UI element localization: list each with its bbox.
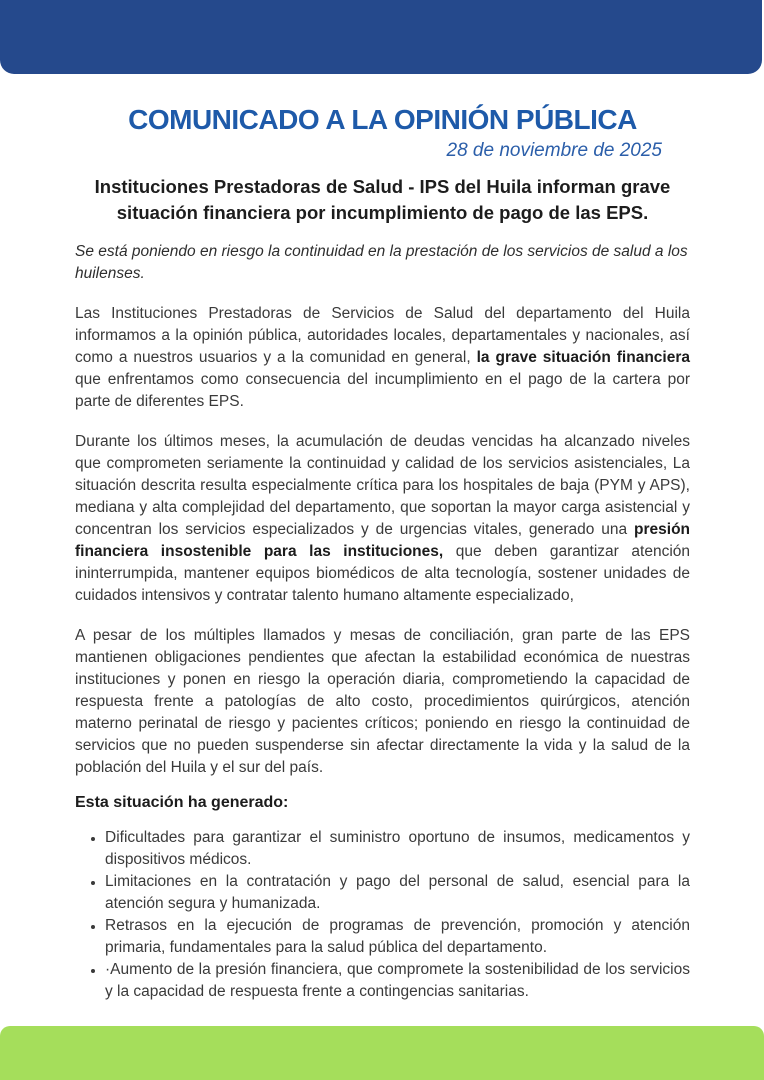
paragraph-1 [75,303,690,413]
bullet-list [75,827,690,1003]
paragraph-1-bold: la grave situación financiera [476,349,690,366]
list-item-programs: • Retrasos en la ejecución de programas de prevención, promoción y atención primaria, fundamentales para la salud pública del departamento. [105,915,690,959]
paragraph-3-text: A pesar de los múltiples llamados y mesas de conciliación, gran parte de las EPS mantienen obligaciones pendientes que afectan la estabilidad económica de nuestras instituciones y ponen en riesgo la operación diaria, comprometiendo la capacidad de respuesta frente a patologías de alto costo, procedimientos quirúrgicos, atención materno perinatal de riesgo y pacientes críticos; poniendo en riesgo la continuidad de servicios que no pueden suspenderse sin afectar directamente la vida y la salud de la población del Huila y el sur del país. [75,627,690,776]
paragraph-2-text-end: que deben garantizar atención ininterrumpida, mantener equipos biomédicos de alta tecnología, sostener unidades de cuidados intensivos y contratar talento humano altamente especializado, [75,543,691,604]
list-item-supplies: • Dificultades para garantizar el suministro oportuno de insumos, medicamentos y dispositivos médicos. [105,827,690,871]
paragraph-2 [75,431,690,607]
paragraph-2-text: Durante los últimos meses, la acumulación de deudas vencidas ha alcanzado niveles que comprometen seriamente la continuidad y calidad de los servicios asistenciales, La situación descrita resulta especialmente crítica para los hospitales de baja (PYM y APS), mediana y alta complejidad del departamento, que soportan la mayor carga asistencial y concentran los servicios especializados y de urgencias vitales, generado una [75,433,690,538]
date-line: 28 de noviembre de 2025 [446,140,662,161]
paragraph-1-text: Las Instituciones Prestadoras de Servicios de Salud del departamento del Huila informamos a la opinión pública, autoridades locales, departamentales y nacionales, así como a nuestros usuarios y a la comunidad en general, [75,305,690,366]
paragraph-3 [75,625,690,779]
paragraph-1-text-end: que enfrentamos como consecuencia del incumplimiento en el pago de la cartera por parte de diferentes EPS. [75,371,690,410]
bottom-green-bar [0,1026,764,1080]
subtitle [75,174,690,226]
subtitle-line-2: situación financiera por incumplimiento de pago de las EPS. [116,202,649,223]
list-item-financial-pressure: • ·Aumento de la presión financiera, que compromete la sostenibilidad de los servicios y la capacidad de respuesta frente a contingencias sanitarias. [105,959,690,1003]
list-heading: Esta situación ha generado: [75,794,289,811]
page-title: COMUNICADO A LA OPINIÓN PÚBLICA [128,104,637,135]
list-item-staffing: • Limitaciones en la contratación y pago del personal de salud, esencial para la atención segura y humanizada. [105,871,690,915]
document-content [75,74,690,1003]
subtitle-line-1: Instituciones Prestadoras de Salud - IPS del Huila informan grave [94,176,671,197]
paragraph-2-bold: presión financiera insostenible para las instituciones, [75,521,690,560]
intro-paragraph: Se está poniendo en riesgo la continuidad en la prestación de los servicios de salud a los huilenses. [75,243,688,282]
top-blue-bar [0,0,762,74]
